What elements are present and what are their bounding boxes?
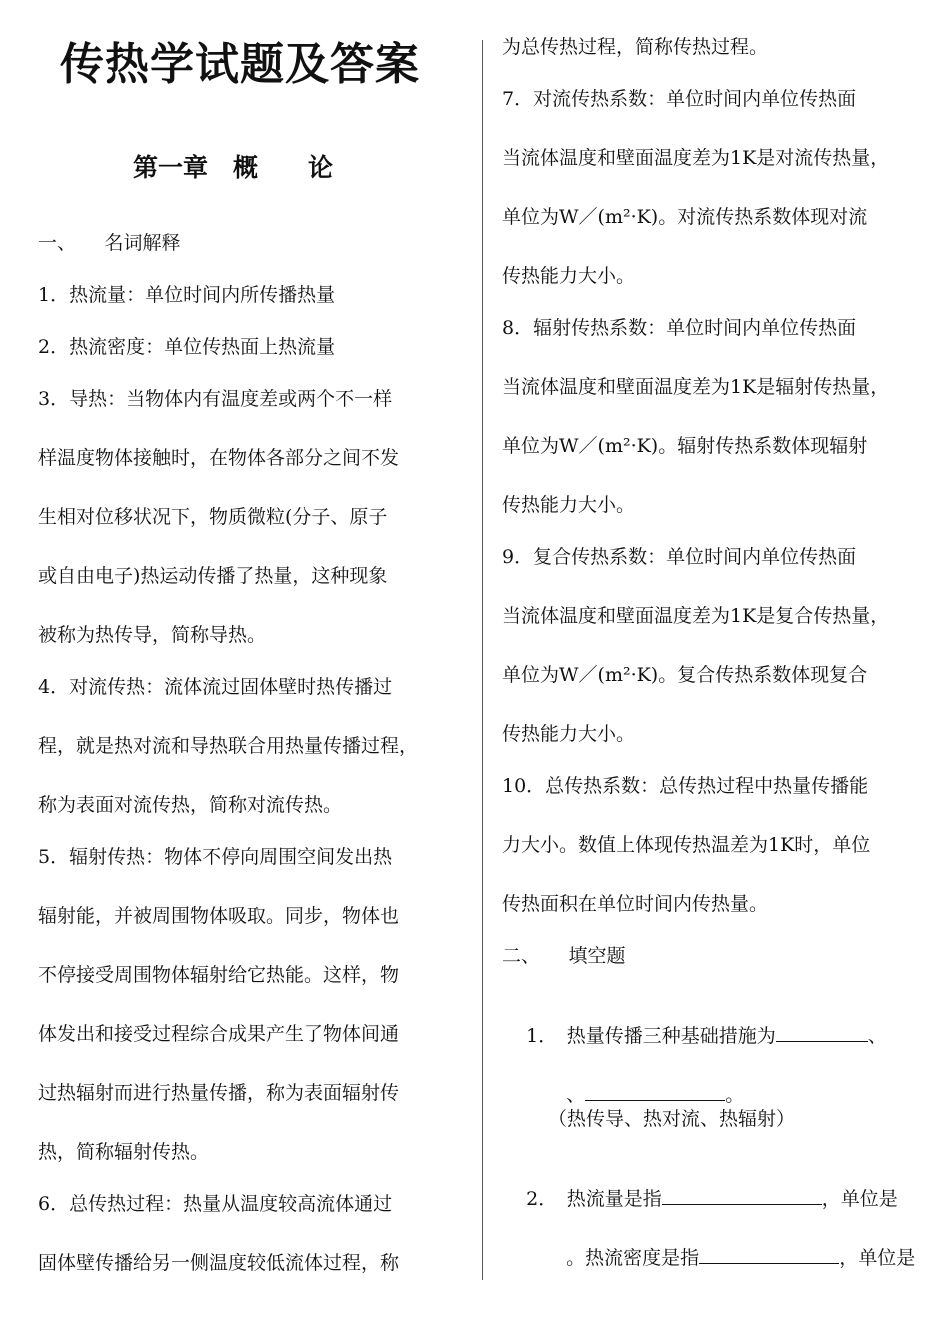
paragraph-line: 单位为W／(m²·K)。辐射传热系数体现辐射 (502, 435, 868, 457)
answer-blank (585, 1080, 725, 1101)
paragraph-line: 不停接受周围物体辐射给它热能。这样，物 (38, 964, 400, 986)
paragraph-line: 体发出和接受过程综合成果产生了物体间通 (38, 1023, 400, 1045)
answer-blank (662, 1184, 822, 1205)
question-2-line2-suffix: ，单位是 (839, 1247, 916, 1269)
paragraph-line: 4．对流传热：流体流过固体壁时热传播过 (38, 676, 393, 698)
paragraph-line: 当流体温度和壁面温度差为1K是复合传热量， (502, 605, 890, 627)
question-1-answer: （热传导、热对流、热辐射） (548, 1108, 796, 1130)
answer-blank (699, 1243, 839, 1264)
paragraph-line: 辐射能，并被周围物体吸取。同步，物体也 (38, 905, 400, 927)
chapter-title: 第一章 概 论 (133, 153, 334, 182)
paragraph-line: 单位为W／(m²·K)。复合传热系数体现复合 (502, 664, 868, 686)
answer-blank (776, 1021, 868, 1042)
document-title: 传热学试题及答案 (60, 39, 420, 90)
paragraph-line: 程，就是热对流和导热联合用热量传播过程， (38, 735, 419, 757)
paragraph-line: 传热能力大小。 (502, 494, 636, 516)
question-1-line2-prefix: 、 (566, 1084, 586, 1106)
section-heading-fill-in: 二、 填空题 (502, 945, 626, 967)
paragraph-line: 过热辐射而进行热量传播，称为表面辐射传 (38, 1082, 400, 1104)
question-1-separator: 、 (867, 1025, 887, 1047)
paragraph-line: 固体壁传播给另一侧温度较低流体过程，称 (38, 1252, 400, 1274)
paragraph-line: 称为表面对流传热，简称对流传热。 (38, 794, 343, 816)
paragraph-line: 单位为W／(m²·K)。对流传热系数体现对流 (502, 206, 868, 228)
paragraph-line: 6．总传热过程：热量从温度较高流体通过 (38, 1193, 393, 1215)
paragraph-line: 力大小。数值上体现传热温差为1K时，单位 (502, 834, 871, 856)
question-2-line2-prefix: 。热流密度是指 (566, 1247, 700, 1269)
paragraph-line: 样温度物体接触时，在物体各部分之间不发 (38, 447, 400, 469)
paragraph-line: 2．热流密度：单位传热面上热流量 (38, 336, 336, 358)
paragraph-line: 10．总传热系数：总传热过程中热量传播能 (502, 775, 869, 797)
question-1-line2-suffix: 。 (725, 1084, 745, 1106)
paragraph-line: 传热能力大小。 (502, 723, 636, 745)
paragraph-line: 传热面积在单位时间内传热量。 (502, 893, 769, 915)
question-1-prefix: 1． 热量传播三种基础措施为 (526, 1025, 776, 1047)
paragraph-line: 7．对流传热系数：单位时间内单位传热面 (502, 88, 857, 110)
paragraph-line: 被称为热传导，简称导热。 (38, 624, 267, 646)
paragraph-line: 热，简称辐射传热。 (38, 1141, 210, 1163)
question-2-line-2 (542, 1217, 915, 1297)
paragraph-line: 5．辐射传热：物体不停向周围空间发出热 (38, 846, 393, 868)
paragraph-line: 或自由电子)热运动传播了热量，这种现象 (38, 565, 388, 587)
column-divider (482, 40, 483, 1280)
paragraph-line: 3．导热：当物体内有温度差或两个不一样 (38, 388, 393, 410)
paragraph-line: 当流体温度和壁面温度差为1K是辐射传热量， (502, 376, 890, 398)
paragraph-line: 9．复合传热系数：单位时间内单位传热面 (502, 546, 857, 568)
paragraph-line: 生相对位移状况下，物质微粒(分子、原子 (38, 506, 388, 528)
question-2-prefix: 2． 热流量是指 (526, 1188, 662, 1210)
section-heading-terms: 一、 名词解释 (38, 232, 181, 254)
paragraph-line: 1．热流量：单位时间内所传播热量 (38, 284, 336, 306)
paragraph-line: 8．辐射传热系数：单位时间内单位传热面 (502, 317, 857, 339)
paragraph-line: 为总传热过程，简称传热过程。 (502, 36, 769, 58)
question-2-suffix: ，单位是 (821, 1188, 898, 1210)
paragraph-line: 传热能力大小。 (502, 265, 636, 287)
paragraph-line: 当流体温度和壁面温度差为1K是对流传热量， (502, 147, 890, 169)
